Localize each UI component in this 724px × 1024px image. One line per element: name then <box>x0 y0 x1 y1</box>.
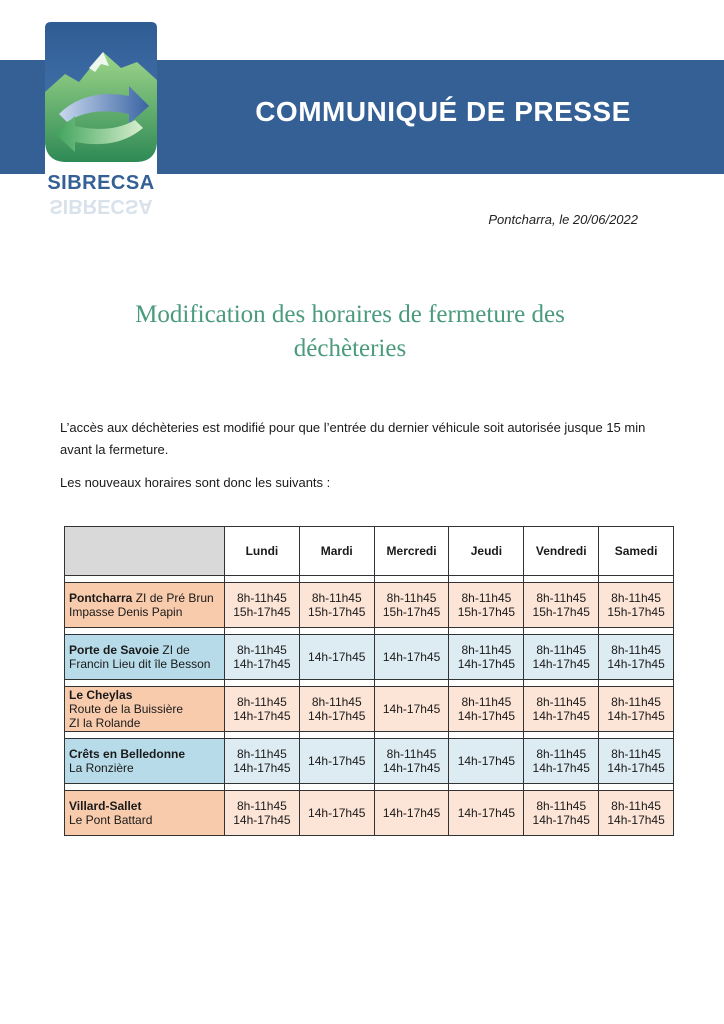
morning-hours: 8h-11h45 <box>237 591 287 605</box>
spacer-cell <box>225 680 300 687</box>
site-cell <box>65 583 225 628</box>
spacer-cell <box>225 732 300 739</box>
morning-hours: 8h-11h45 <box>536 695 587 709</box>
hours-cell <box>449 791 524 836</box>
site-cell <box>65 687 225 732</box>
row-spacer <box>65 628 674 635</box>
afternoon-hours: 14h-17h45 <box>457 657 516 671</box>
logo-wordmark: SIBRECSA <box>47 172 155 194</box>
morning-hours: 8h-11h45 <box>461 591 512 605</box>
schedule-header-row <box>65 527 674 576</box>
hours-cell <box>599 791 674 836</box>
morning-hours: 8h-11h45 <box>237 643 287 657</box>
hours-cell <box>374 791 449 836</box>
spacer-cell <box>524 680 599 687</box>
hours-cell <box>524 739 599 784</box>
hours-cell <box>524 635 599 680</box>
mountain-arrows-icon <box>45 22 157 172</box>
site-cell <box>65 635 225 680</box>
site-detail: ZI de <box>159 643 190 657</box>
hours-cell <box>374 635 449 680</box>
afternoon-hours: 14h-17h45 <box>233 761 291 775</box>
afternoon-hours: 14h-17h45 <box>532 813 590 827</box>
hours-cell <box>599 635 674 680</box>
spacer-cell <box>225 784 300 791</box>
spacer-cell <box>65 628 225 635</box>
hours-cell <box>225 739 300 784</box>
afternoon-hours: 14h-17h45 <box>457 754 516 768</box>
schedule-body <box>65 576 674 836</box>
day-header: Vendredi <box>524 527 599 576</box>
hours-cell <box>225 583 300 628</box>
afternoon-hours: 15h-17h45 <box>532 605 590 619</box>
hours-cell <box>599 739 674 784</box>
document-heading <box>60 298 640 366</box>
spacer-cell <box>374 628 449 635</box>
spacer-cell <box>299 576 374 583</box>
hours-cell <box>599 687 674 732</box>
afternoon-hours: 14h-17h45 <box>382 702 441 716</box>
afternoon-hours: 14h-17h45 <box>457 709 516 723</box>
spacer-cell <box>299 628 374 635</box>
spacer-cell <box>524 784 599 791</box>
afternoon-hours: 14h-17h45 <box>233 709 291 723</box>
morning-hours: 8h-11h45 <box>386 747 437 761</box>
morning-hours: 8h-11h45 <box>461 643 512 657</box>
spacer-cell <box>374 576 449 583</box>
spacer-cell <box>599 628 674 635</box>
site-address: Route de la Buissière <box>69 702 184 716</box>
spacer-cell <box>449 628 524 635</box>
intro-paragraph: L’accès aux déchèteries est modifié pour que l’entrée du dernier véhicule soit autorisée jusque 15 min avant la fermeture. <box>60 420 646 457</box>
afternoon-hours: 14h-17h45 <box>308 650 366 664</box>
date-line: Pontcharra, le 20/06/2022 <box>488 212 638 227</box>
spacer-cell <box>599 732 674 739</box>
spacer-cell <box>299 680 374 687</box>
afternoon-hours: 14h-17h45 <box>308 754 366 768</box>
afternoon-hours: 15h-17h45 <box>382 605 441 619</box>
hours-cell <box>449 635 524 680</box>
spacer-cell <box>524 732 599 739</box>
spacer-cell <box>225 628 300 635</box>
spacer-cell <box>374 784 449 791</box>
site-address: Impasse Denis Papin <box>69 605 183 619</box>
morning-hours: 8h-11h45 <box>611 591 661 605</box>
site-cell <box>65 739 225 784</box>
row-spacer <box>65 732 674 739</box>
spacer-cell <box>599 784 674 791</box>
hours-cell <box>524 791 599 836</box>
morning-hours: 8h-11h45 <box>237 747 287 761</box>
spacer-cell <box>299 732 374 739</box>
afternoon-hours: 14h-17h45 <box>532 657 590 671</box>
logo-wordmark-reflection: SIBRECSA <box>49 195 153 217</box>
site-address-extra: ZI la Rolande <box>69 716 141 730</box>
row-spacer <box>65 680 674 687</box>
morning-hours: 8h-11h45 <box>237 695 287 709</box>
morning-hours: 8h-11h45 <box>311 591 362 605</box>
morning-hours: 8h-11h45 <box>461 695 512 709</box>
afternoon-hours: 14h-17h45 <box>607 761 665 775</box>
spacer-cell <box>449 784 524 791</box>
corner-cell <box>65 527 225 576</box>
hours-cell <box>225 791 300 836</box>
site-detail: ZI de Pré Brun <box>132 591 214 605</box>
spacer-cell <box>599 680 674 687</box>
spacer-cell <box>449 732 524 739</box>
heading-line-1: Modification des horaires de fermeture des <box>135 301 565 328</box>
afternoon-hours: 14h-17h45 <box>607 657 665 671</box>
table-row <box>65 583 674 628</box>
table-row <box>65 635 674 680</box>
site-address: Francin Lieu dit île Besson <box>69 657 211 671</box>
spacer-cell <box>449 576 524 583</box>
hours-cell <box>524 583 599 628</box>
spacer-cell <box>299 784 374 791</box>
row-spacer <box>65 576 674 583</box>
schedule-intro: Les nouveaux horaires sont donc les suivants : <box>60 475 331 490</box>
hours-cell <box>449 739 524 784</box>
hours-cell <box>524 687 599 732</box>
spacer-cell <box>65 784 225 791</box>
spacer-cell <box>374 680 449 687</box>
afternoon-hours: 14h-17h45 <box>457 806 516 820</box>
day-header: Jeudi <box>449 527 524 576</box>
afternoon-hours: 14h-17h45 <box>607 709 665 723</box>
press-release-title: COMMUNIQUÉ DE PRESSE <box>255 96 631 127</box>
afternoon-hours: 14h-17h45 <box>607 813 665 827</box>
morning-hours: 8h-11h45 <box>536 747 587 761</box>
afternoon-hours: 15h-17h45 <box>308 605 366 619</box>
site-name: Le Cheylas <box>69 688 133 702</box>
site-name: Villard-Sallet <box>69 799 142 813</box>
hours-cell <box>225 687 300 732</box>
hours-cell <box>299 583 374 628</box>
afternoon-hours: 14h-17h45 <box>532 761 590 775</box>
morning-hours: 8h-11h45 <box>311 695 362 709</box>
spacer-cell <box>524 576 599 583</box>
table-row <box>65 739 674 784</box>
spacer-cell <box>374 732 449 739</box>
spacer-cell <box>225 576 300 583</box>
afternoon-hours: 14h-17h45 <box>308 806 366 820</box>
afternoon-hours: 15h-17h45 <box>607 605 665 619</box>
afternoon-hours: 14h-17h45 <box>532 709 590 723</box>
site-name: Crêts en Belledonne <box>69 747 186 761</box>
hours-cell <box>225 635 300 680</box>
afternoon-hours: 14h-17h45 <box>382 761 441 775</box>
site-address: Le Pont Battard <box>69 813 153 827</box>
hours-cell <box>299 739 374 784</box>
morning-hours: 8h-11h45 <box>536 643 587 657</box>
day-header: Samedi <box>599 527 674 576</box>
morning-hours: 8h-11h45 <box>611 799 661 813</box>
afternoon-hours: 15h-17h45 <box>457 605 516 619</box>
spacer-cell <box>65 732 225 739</box>
morning-hours: 8h-11h45 <box>611 695 661 709</box>
afternoon-hours: 14h-17h45 <box>233 657 291 671</box>
hours-cell <box>449 583 524 628</box>
spacer-cell <box>524 628 599 635</box>
table-row <box>65 687 674 732</box>
table-row <box>65 791 674 836</box>
hours-cell <box>374 739 449 784</box>
day-header: Mardi <box>299 527 374 576</box>
site-name: Pontcharra <box>69 591 133 605</box>
afternoon-hours: 14h-17h45 <box>382 650 441 664</box>
hours-cell <box>449 687 524 732</box>
hours-cell <box>299 687 374 732</box>
spacer-cell <box>65 680 225 687</box>
site-cell <box>65 791 225 836</box>
hours-cell <box>599 583 674 628</box>
morning-hours: 8h-11h45 <box>611 643 661 657</box>
schedule-table <box>64 526 674 836</box>
afternoon-hours: 15h-17h45 <box>233 605 291 619</box>
spacer-cell <box>599 576 674 583</box>
day-header: Lundi <box>225 527 300 576</box>
day-header: Mercredi <box>374 527 449 576</box>
morning-hours: 8h-11h45 <box>386 591 437 605</box>
heading-line-2: déchèteries <box>293 335 407 362</box>
hours-cell <box>374 687 449 732</box>
hours-cell <box>374 583 449 628</box>
hours-cell <box>299 635 374 680</box>
afternoon-hours: 14h-17h45 <box>382 806 441 820</box>
morning-hours: 8h-11h45 <box>536 591 587 605</box>
hours-cell <box>299 791 374 836</box>
morning-hours: 8h-11h45 <box>536 799 587 813</box>
morning-hours: 8h-11h45 <box>237 799 287 813</box>
site-address: La Ronzière <box>69 761 134 775</box>
afternoon-hours: 14h-17h45 <box>308 709 366 723</box>
afternoon-hours: 14h-17h45 <box>233 813 291 827</box>
site-name: Porte de Savoie <box>69 643 160 657</box>
row-spacer <box>65 784 674 791</box>
morning-hours: 8h-11h45 <box>611 747 661 761</box>
spacer-cell <box>449 680 524 687</box>
sibrecsa-logo <box>45 22 157 244</box>
spacer-cell <box>65 576 225 583</box>
